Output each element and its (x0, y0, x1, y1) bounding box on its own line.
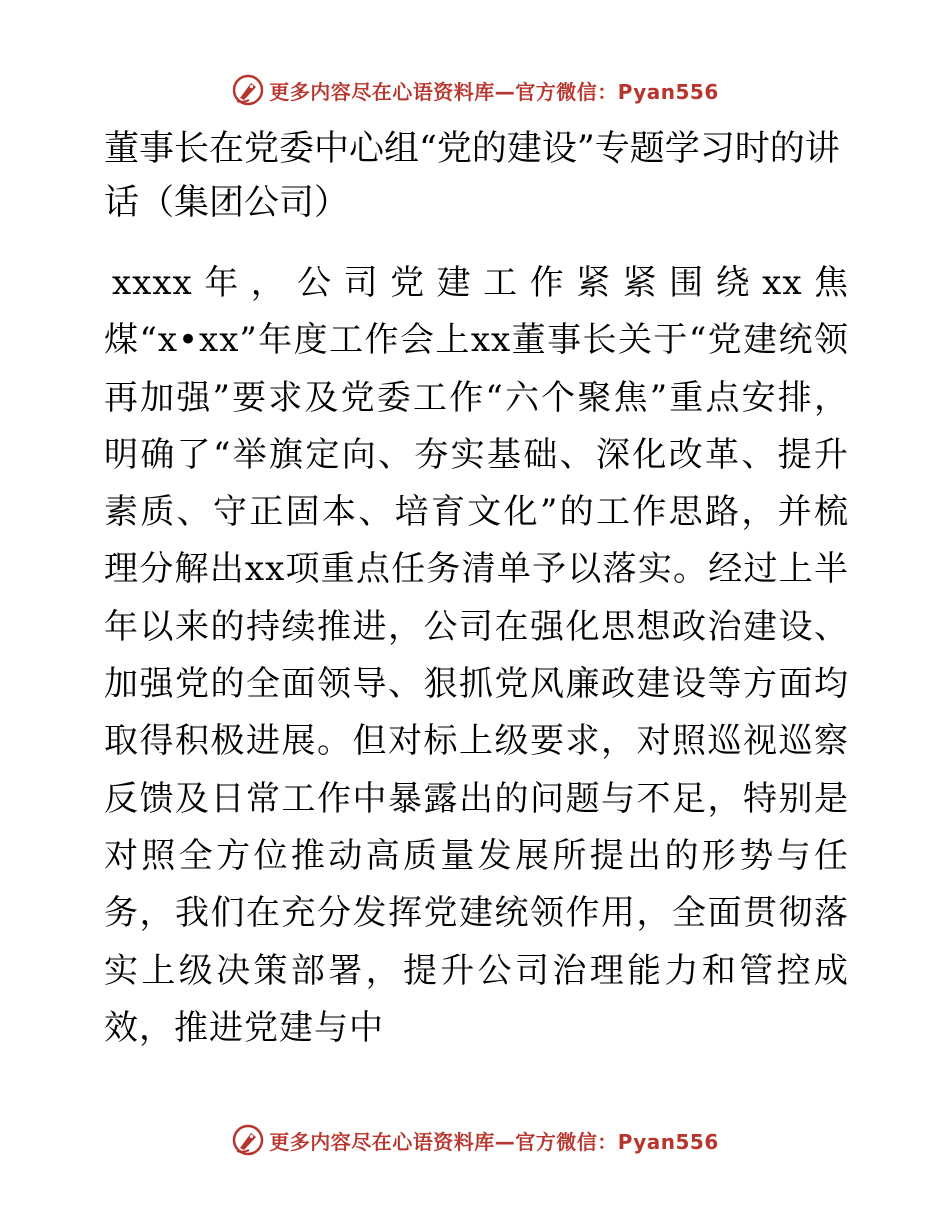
footer-banner (0, 1120, 950, 1160)
banner-text: 更多内容尽在心语资料库—官方微信：Pyan556 (269, 1129, 719, 1154)
body-paragraph: xxxx年，公司党建工作紧紧围绕xx焦煤“x•xx”年度工作会上xx董事长关于“党建统领再加强”要求及党委工作“六个聚焦”重点安排，明确了“举旗定向、夯实基础、深化改革、提升素质、守正固本、培育文化”的工作思路，并梳理分解出xx项重点任务清单予以落实。经过上半年以来的持续推进，公司在强化思想政治建设、加强党的全面领导、狠抓党风廉政建设等方面均取得积极进展。但对标上级要求，对照巡视巡察反馈及日常工作中暴露出的问题与不足，特别是对照全方位推动高质量发展所提出的形势与任务，我们在充分发挥党建统领作用，全面贯彻落实上级决策部署，提升公司治理能力和管控成效，推进党建与中 (104, 263, 849, 1048)
document-title: 董事长在党委中心组“党的建设”专题学习时的讲话（集团公司） (104, 129, 840, 223)
pen-nib-circle-icon (231, 1123, 265, 1157)
banner-text: 更多内容尽在心语资料库—官方微信：Pyan556 (269, 79, 719, 104)
header-banner (0, 70, 950, 110)
pen-nib-circle-icon (231, 73, 265, 107)
